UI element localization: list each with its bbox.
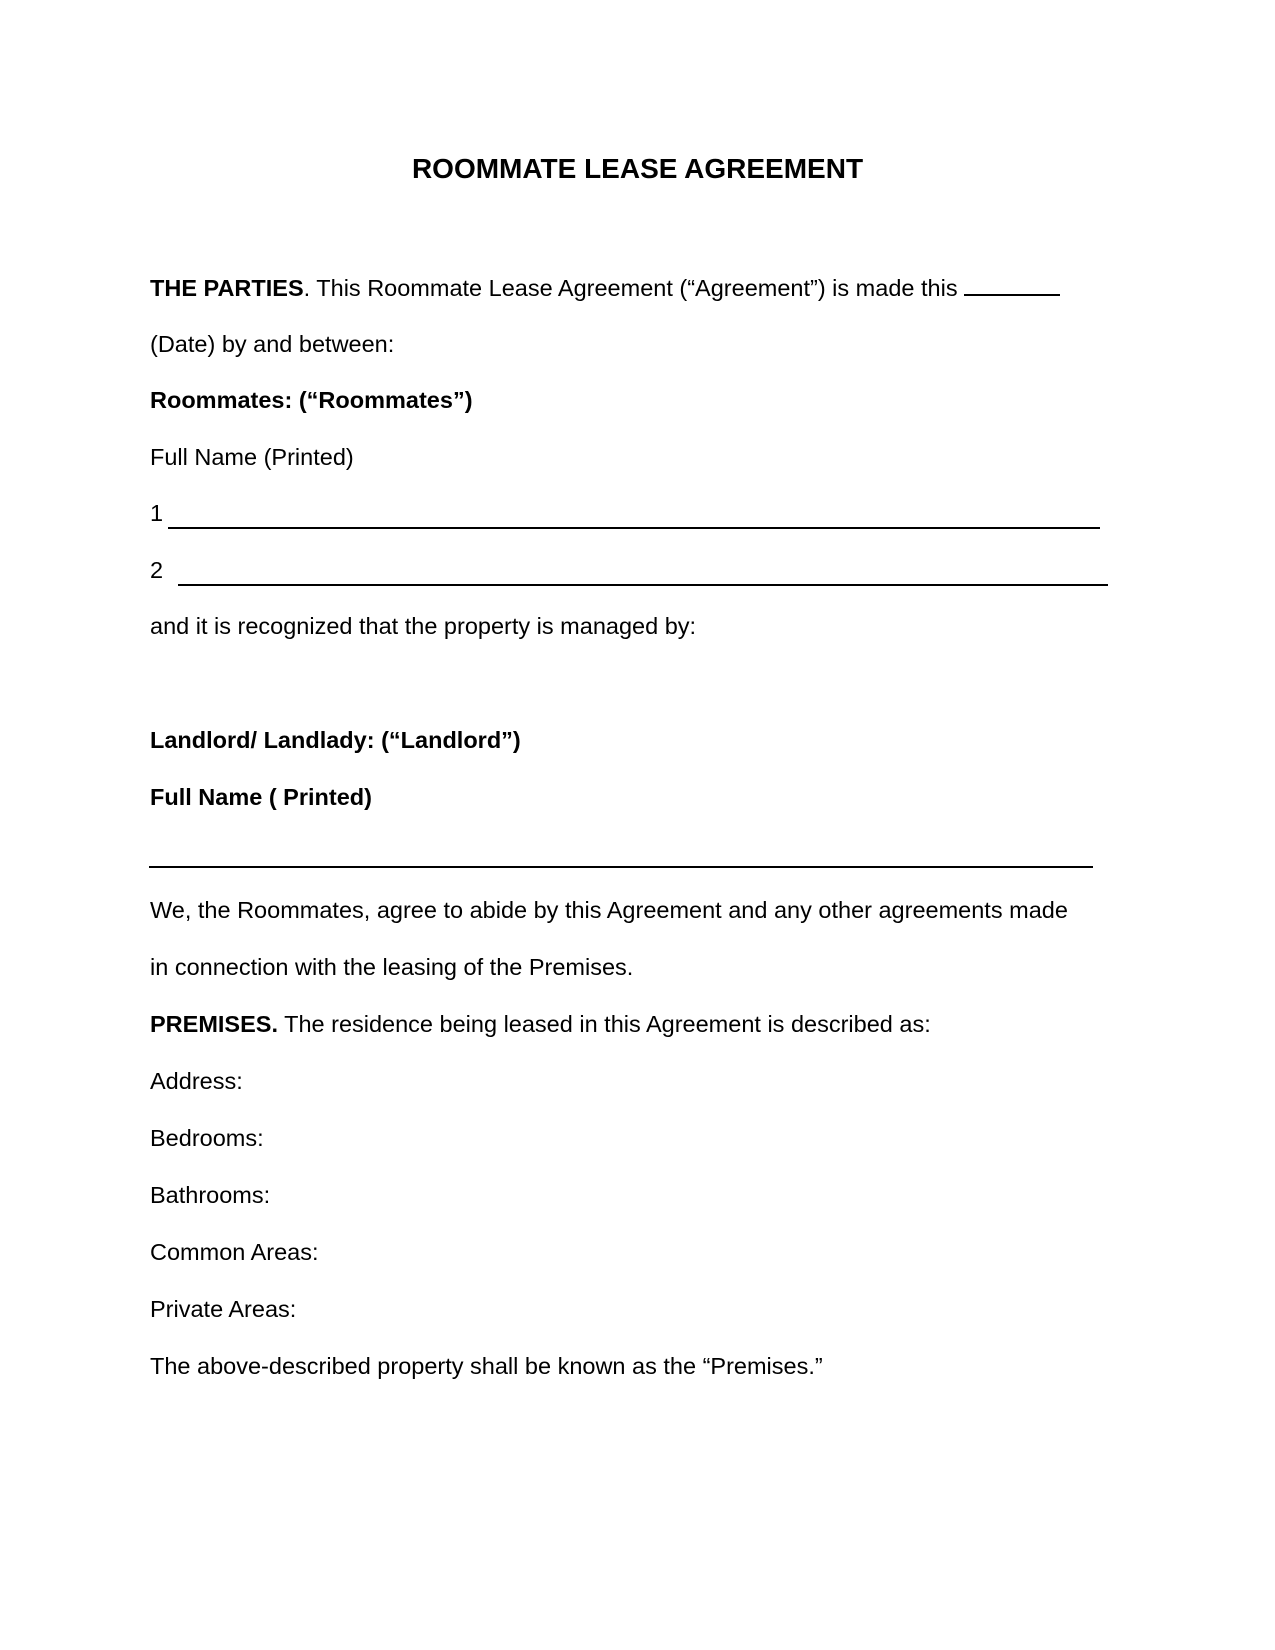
roommates-name-label: Full Name (Printed): [150, 444, 354, 470]
premises-field-address: Address:: [150, 1068, 243, 1094]
agreement-line-2: in connection with the leasing of the Premises.: [150, 954, 634, 980]
agreement-line-1: We, the Roommates, agree to abide by this Agreement and any other agreements made: [150, 897, 1068, 923]
premises-field-private-areas: Private Areas:: [150, 1296, 297, 1322]
roommates-heading: Roommates: (“Roommates”): [150, 387, 473, 413]
premises-field-bathrooms: Bathrooms:: [150, 1182, 271, 1208]
landlord-name-label: Full Name ( Printed): [150, 784, 372, 810]
premises-field-common-areas: Common Areas:: [150, 1239, 319, 1265]
roommate-line-1-number: 1: [150, 500, 164, 526]
landlord-heading: Landlord/ Landlady: (“Landlord”): [150, 727, 521, 753]
parties-text: . This Roommate Lease Agreement (“Agreement”) is made this: [303, 275, 958, 301]
date-blank[interactable]: [964, 276, 1060, 296]
premises-closing: The above-described property shall be known as the “Premises.”: [150, 1353, 823, 1379]
document-title: ROOMMATE LEASE AGREEMENT: [411, 153, 864, 184]
landlord-name-line[interactable]: [149, 866, 1093, 868]
roommate-name-line-2[interactable]: [178, 584, 1108, 586]
premises-field-bedrooms: Bedrooms:: [150, 1125, 264, 1151]
premises-text: The residence being leased in this Agreement is described as:: [277, 1011, 931, 1037]
premises-paragraph: [150, 1010, 931, 1038]
managed-by-text: and it is recognized that the property is managed by:: [150, 613, 697, 639]
roommate-name-line-1[interactable]: [168, 527, 1100, 529]
parties-paragraph: [150, 274, 1060, 302]
premises-heading: PREMISES.: [150, 1011, 278, 1037]
roommate-line-2-number: 2: [150, 557, 164, 583]
date-line: (Date) by and between:: [150, 331, 395, 357]
parties-heading: THE PARTIES: [150, 275, 304, 301]
